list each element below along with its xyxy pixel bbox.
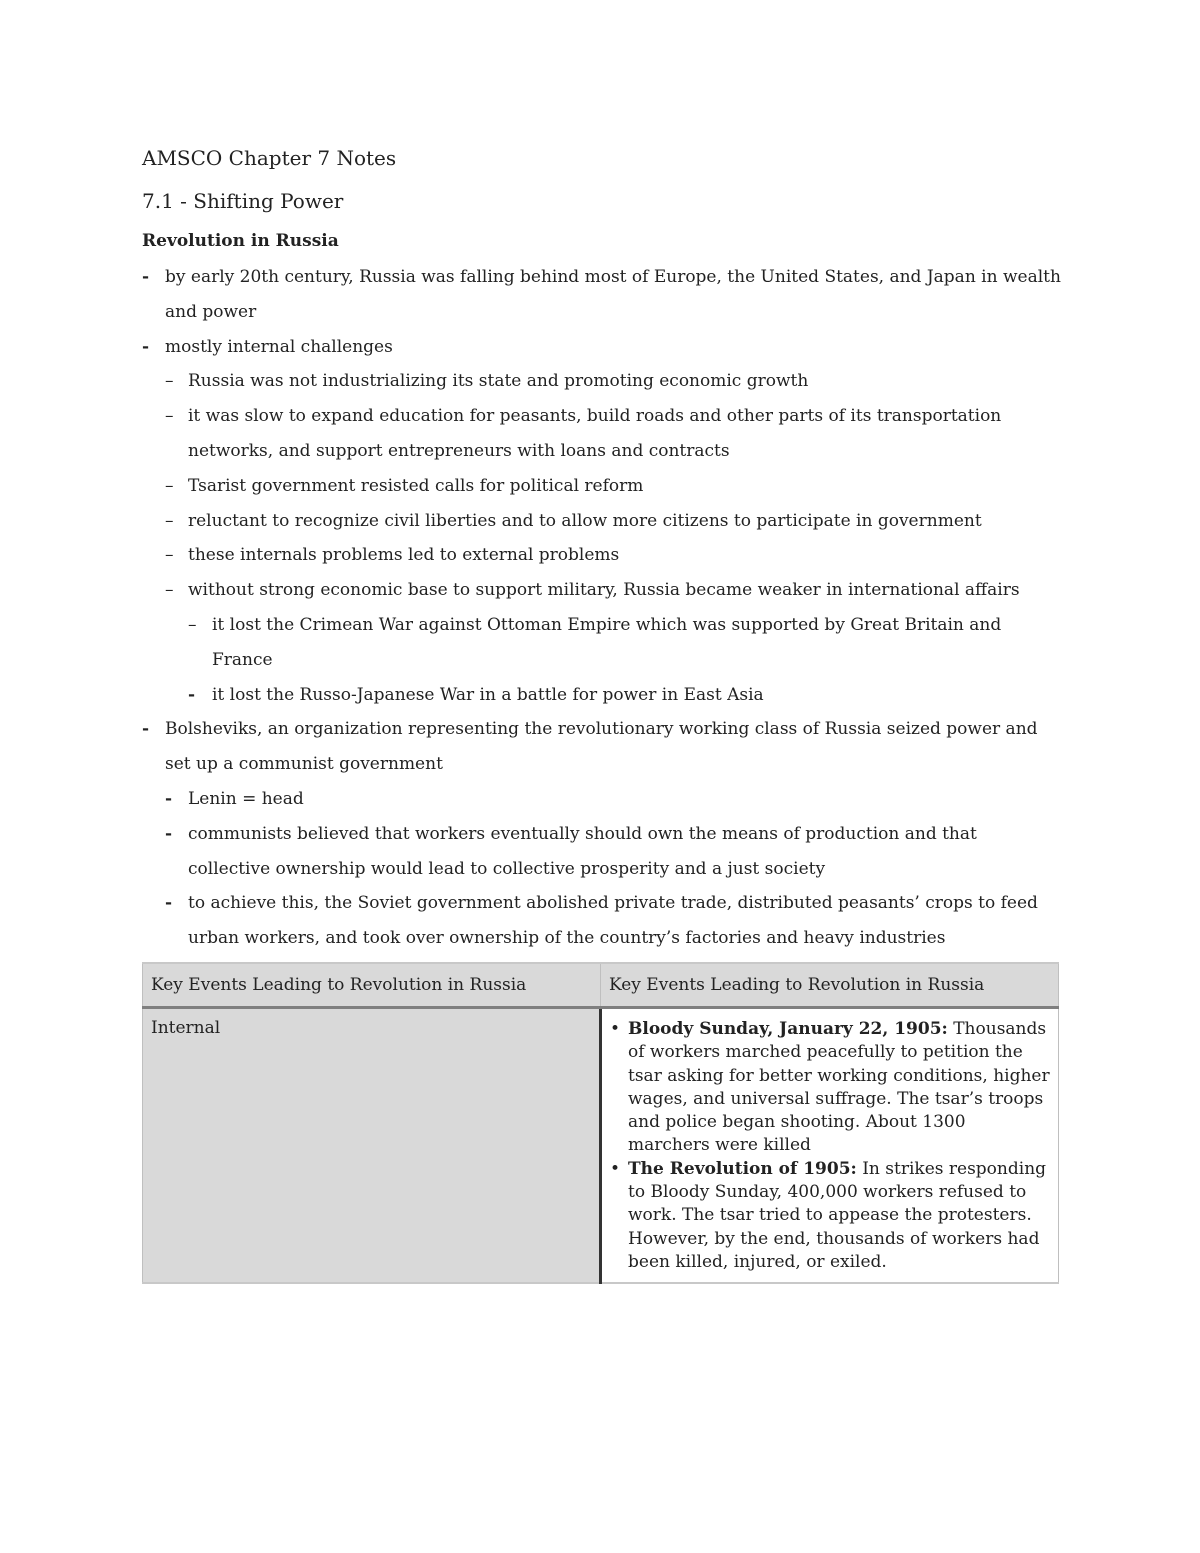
event-item xyxy=(610,1018,1050,1158)
bullet-line: Lenin = head xyxy=(188,788,304,809)
bullet-item xyxy=(0,260,1200,330)
bullet-line: without strong economic base to support military, Russia became weaker in international affairs xyxy=(188,580,1020,601)
document-title: AMSCO Chapter 7 Notes xyxy=(142,146,397,170)
bullet-line: by early 20th century, Russia was falling behind most of Europe, the United States, and Japan in wealth xyxy=(165,267,1061,287)
section-title: 7.1 - Shifting Power xyxy=(142,189,344,213)
events-list xyxy=(610,1018,1050,1274)
subheading: Revolution in Russia xyxy=(142,231,339,251)
bullet-marker: – xyxy=(188,614,197,635)
table-row xyxy=(143,1008,1059,1284)
table-header-cell: Key Events Leading to Revolution in Russia xyxy=(601,963,1059,1008)
bullet-line: reluctant to recognize civil liberties and to allow more citizens to participate in government xyxy=(188,510,982,531)
bullet-dot: • xyxy=(610,1019,621,1039)
bullet-line: to achieve this, the Soviet government abolished private trade, distributed peasants’ crops to feed xyxy=(188,893,1038,914)
bullet-line: Tsarist government resisted calls for political reform xyxy=(188,475,644,496)
bullet-item xyxy=(0,469,1200,504)
bullet-marker: - xyxy=(142,719,150,740)
bullet-marker: - xyxy=(142,267,150,287)
bullet-marker: – xyxy=(165,580,174,601)
table-header-row xyxy=(143,963,1059,1008)
table-header-cell: Key Events Leading to Revolution in Russia xyxy=(143,963,601,1008)
bullet-line: Bolsheviks, an organization representing the revolutionary working class of Russia seized power and xyxy=(165,719,1038,740)
bullet-marker: – xyxy=(165,510,174,531)
bullet-line: networks, and support entrepreneurs with loans and contracts xyxy=(188,440,730,461)
event-description: In strikes responding to Bloody Sunday, 400,000 workers refused to work. The tsar tried to appease the protesters. However, by the end, thousands of workers had been killed, injured, or exiled. xyxy=(628,1158,1047,1272)
bullet-marker: – xyxy=(165,545,174,566)
bullet-item xyxy=(0,399,1200,469)
bullet-item xyxy=(0,817,1200,887)
table-events-cell xyxy=(601,1008,1059,1284)
event-description: Thousands of workers marched peacefully to petition the tsar asking for better working conditions, higher wages, and universal suffrage. The tsar’s troops and police began shooting. About 1300 marchers were killed xyxy=(628,1019,1050,1156)
table-row-label: Internal xyxy=(143,1008,601,1284)
bullet-line: it lost the Crimean War against Ottoman Empire which was supported by Great Britain and xyxy=(212,614,1002,635)
bullet-marker: - xyxy=(188,684,196,705)
bullet-marker: – xyxy=(165,475,174,496)
bullet-line: these internals problems led to external problems xyxy=(188,545,620,566)
bullet-line: it was slow to expand education for peasants, build roads and other parts of its transportation xyxy=(188,406,1002,427)
bullet-list xyxy=(0,260,1200,956)
bullet-marker: - xyxy=(165,788,173,809)
bullet-line: communists believed that workers eventually should own the means of production and that xyxy=(188,823,977,844)
bullet-line: and power xyxy=(165,301,257,322)
bullet-item xyxy=(0,330,1200,365)
bullet-marker: – xyxy=(165,406,174,427)
bullet-line: France xyxy=(212,649,273,670)
bullet-item xyxy=(0,782,1200,817)
bullet-item xyxy=(0,712,1200,782)
events-table xyxy=(142,962,1059,1284)
event-item xyxy=(610,1158,1050,1274)
bullet-item xyxy=(0,678,1200,713)
bullet-item xyxy=(0,573,1200,608)
bullet-marker: – xyxy=(165,371,174,392)
bullet-line: collective ownership would lead to collective prosperity and a just society xyxy=(188,858,826,879)
event-title: The Revolution of 1905: xyxy=(628,1158,857,1179)
bullet-item xyxy=(0,538,1200,573)
bullet-line: mostly internal challenges xyxy=(165,336,393,357)
bullet-line: it lost the Russo-Japanese War in a battle for power in East Asia xyxy=(212,684,764,705)
bullet-line: Russia was not industrializing its state and promoting economic growth xyxy=(188,371,809,392)
bullet-line: urban workers, and took over ownership of the country’s factories and heavy industries xyxy=(188,928,946,949)
bullet-dot: • xyxy=(610,1158,621,1179)
bullet-marker: - xyxy=(165,823,173,844)
bullet-marker: - xyxy=(142,336,150,357)
bullet-item xyxy=(0,364,1200,399)
bullet-marker: - xyxy=(165,893,173,914)
bullet-line: set up a communist government xyxy=(165,754,443,775)
event-title: Bloody Sunday, January 22, 1905: xyxy=(628,1019,948,1039)
bullet-item xyxy=(0,608,1200,678)
bullet-item xyxy=(0,504,1200,539)
bullet-item xyxy=(0,886,1200,956)
